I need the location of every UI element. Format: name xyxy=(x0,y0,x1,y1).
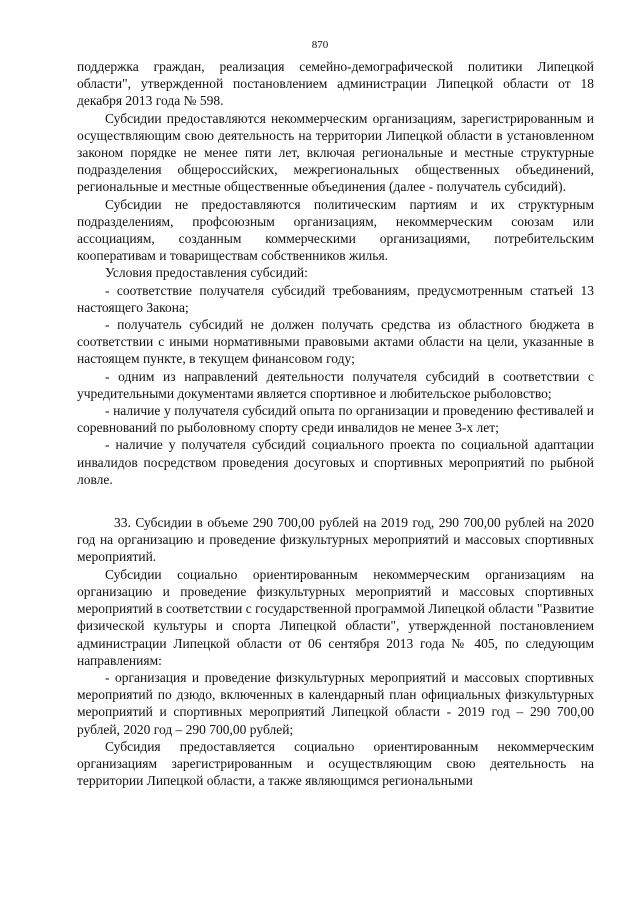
list-item: - организация и проведение физкультурных мероприятий и массовых спортивных мероприятий по дзюдо, включенных в календарный план официальных физкультурных мероприятий и спортивных мероприятий Липецкой области - 2019 год – 290 700,00 рублей, 2020 год – 290 700,00 рублей; xyxy=(77,669,594,737)
paragraph: Субсидии не предоставляются политическим партиям и их структурным подразделениям, профсоюзным организациям, некоммерческим союзам или ассоциациям, созданным коммерческими организациями, потребительским кооперативам и товариществам собственников жилья. xyxy=(77,196,594,264)
list-item: - получатель субсидий не должен получать средства из областного бюджета в соответствии с иными нормативными правовыми актами области на цели, указанные в настоящем пункте, в текущем финансовом году; xyxy=(77,317,594,367)
section-33-paragraph: 33. Субсидии в объеме 290 700,00 рублей на 2019 год, 290 700,00 рублей на 2020 год на организацию и проведение физкультурных мероприятий и массовых спортивных мероприятий. xyxy=(77,515,594,565)
list-item: - одним из направлений деятельности получателя субсидий в соответствии с учредительными документами является спортивное и любительское рыболовство; xyxy=(77,368,594,401)
section-gap xyxy=(77,488,594,514)
paragraph: Субсидии социально ориентированным некоммерческим организациям на организацию и проведение физкультурных мероприятий и массовых спортивных мероприятий в соответствии с государственной программой Липецкой области "Развитие физической культуры и спорта Липецкой области", утвержденной постановлением администрации Липецкой области от 06 сентября 2013 года № 405, по следующим направлениям: xyxy=(77,566,594,668)
paragraph: Субсидия предоставляется социально ориентированным некоммерческим организациям зарегистрированным и осуществляющим свою деятельность на территории Липецкой области, а также являющимся региональными xyxy=(77,738,594,789)
list-item: - наличие у получателя субсидий опыта по организации и проведению фестивалей и соревнований по рыболовному спорту среди инвалидов не менее 3-х лет; xyxy=(77,403,594,436)
list-item: - соответствие получателя субсидий требованиям, предусмотренным статьей 13 настоящего Закона; xyxy=(77,282,594,315)
list-item: - наличие у получателя субсидий социального проекта по социальной адаптации инвалидов посредством проведения досуговых и спортивных мероприятий по рыбной ловле. xyxy=(77,437,594,487)
document-body xyxy=(77,58,594,789)
paragraph: Субсидии предоставляются некоммерческим организациям, зарегистрированным и осуществляющим свою деятельность на территории Липецкой области в установленном законом порядке не менее пяти лет, включая региональные и местные структурные подразделения общероссийских, межрегиональных общественных объединений, региональные и местные общественные объединения (далее - получатель субсидий). xyxy=(77,110,594,195)
conditions-heading: Условия предоставления субсидий: xyxy=(105,265,308,281)
page-number: 870 xyxy=(311,39,329,51)
paragraph: поддержка граждан, реализация семейно-демографической политики Липецкой области", утвержденной постановлением администрации Липецкой области от 18 декабря 2013 года № 598. xyxy=(77,59,594,109)
